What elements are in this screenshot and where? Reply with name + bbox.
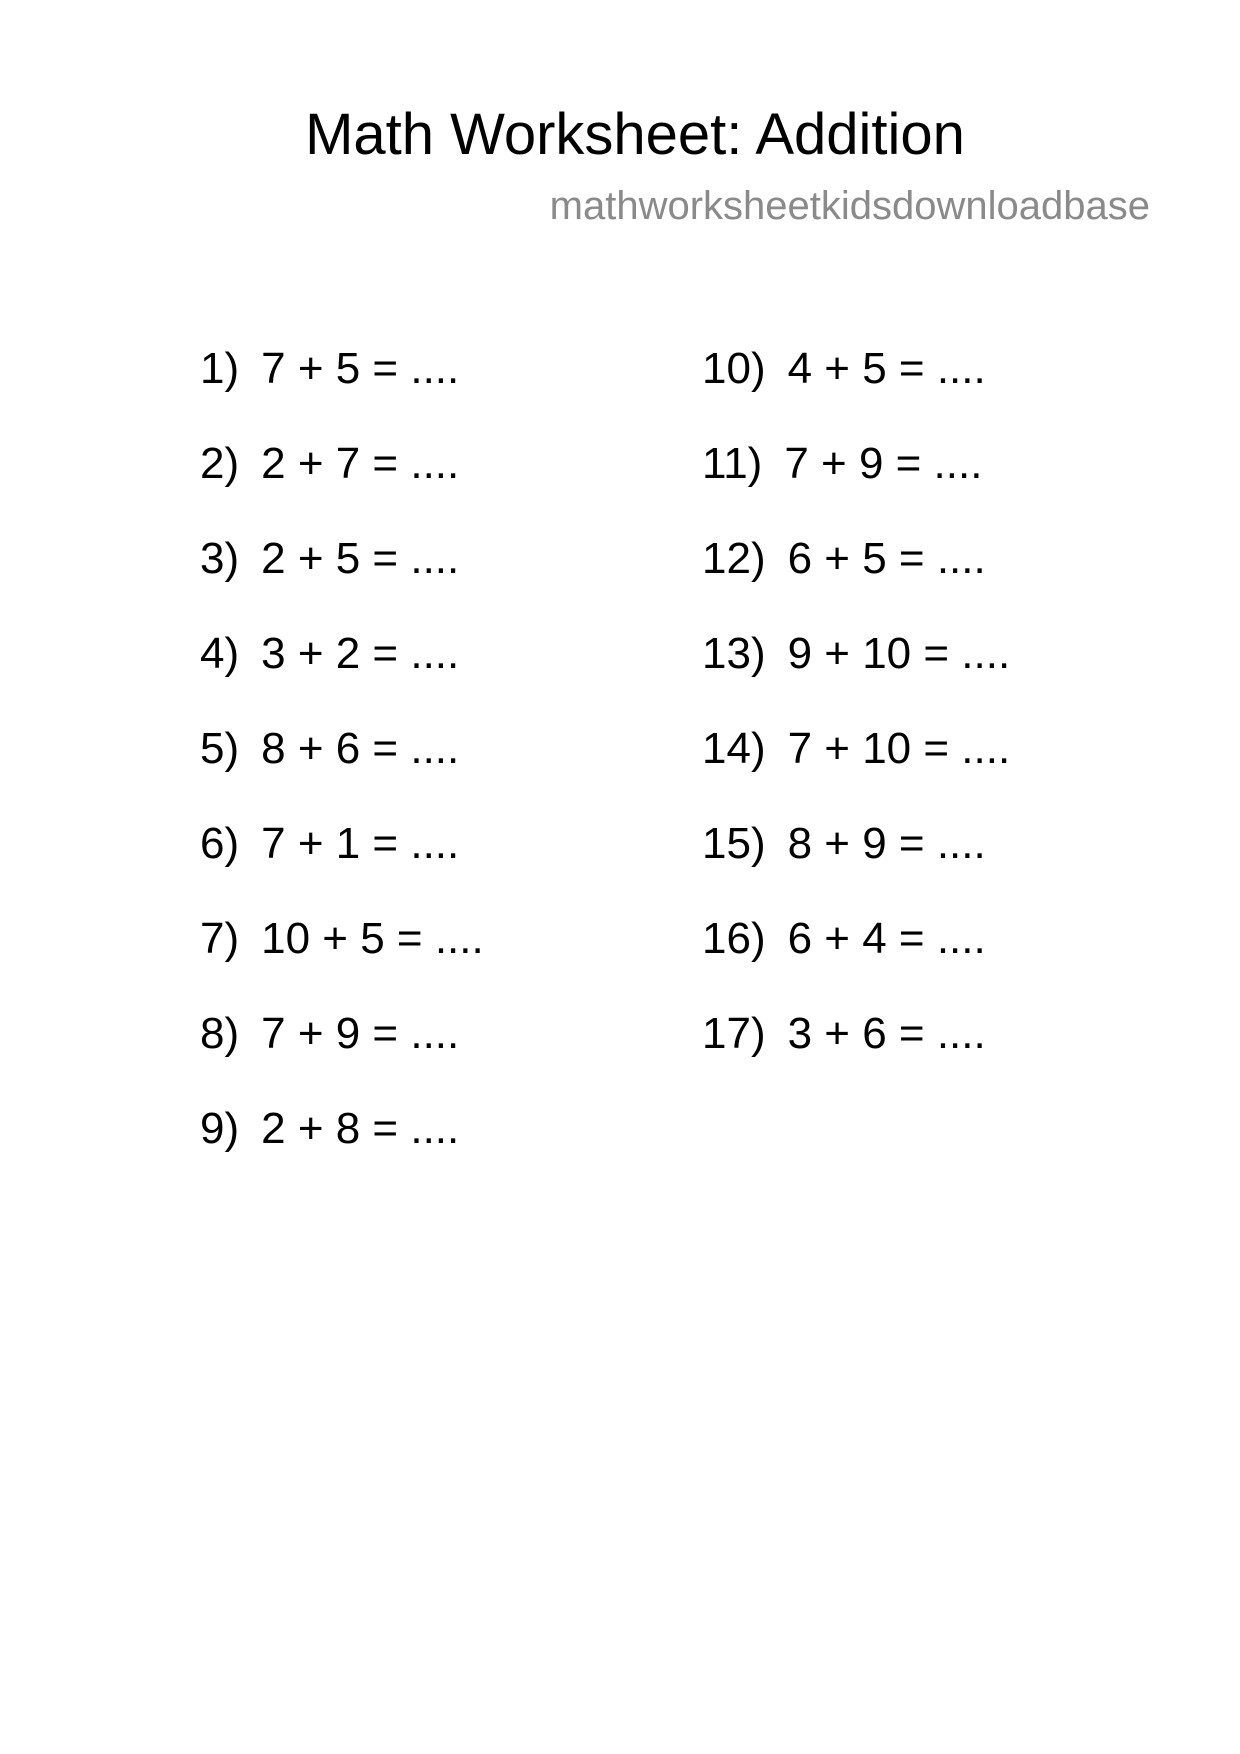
problem-equation: 4 + 5 = .... [787, 344, 986, 393]
problem-number: 1) [200, 344, 240, 393]
problem-item [702, 629, 1010, 724]
problem-equation: 7 + 9 = .... [261, 1009, 460, 1058]
problem-item [200, 914, 484, 1009]
problem-number: 15) [702, 819, 766, 868]
problem-item [200, 629, 484, 724]
problem-equation: 2 + 5 = .... [261, 534, 460, 583]
problem-equation: 7 + 9 = .... [784, 439, 983, 488]
problem-equation: 2 + 8 = .... [261, 1104, 460, 1153]
problem-number: 16) [702, 914, 766, 963]
problem-number: 10) [702, 344, 766, 393]
problem-number: 2) [200, 439, 240, 488]
problem-number: 12) [702, 534, 766, 583]
problem-equation: 6 + 5 = .... [787, 534, 986, 583]
problem-item [702, 1009, 1010, 1104]
problem-equation: 7 + 5 = .... [261, 344, 460, 393]
problem-equation: 8 + 9 = .... [787, 819, 986, 868]
problem-equation: 7 + 10 = .... [787, 724, 1011, 773]
problem-number: 6) [200, 819, 240, 868]
problem-equation: 9 + 10 = .... [787, 629, 1011, 678]
problem-number: 8) [200, 1009, 240, 1058]
problem-item [200, 1104, 484, 1199]
problem-number: 14) [702, 724, 766, 773]
page-subtitle: mathworksheetkidsdownloadbase [549, 184, 1150, 228]
problem-item [200, 344, 484, 439]
problem-number: 4) [200, 629, 240, 678]
problem-item [702, 534, 1010, 629]
problem-number: 13) [702, 629, 766, 678]
problem-number: 3) [200, 534, 240, 583]
problem-number: 5) [200, 724, 240, 773]
problem-equation: 3 + 2 = .... [261, 629, 460, 678]
problem-item [200, 1009, 484, 1104]
problem-equation: 8 + 6 = .... [261, 724, 460, 773]
page-title: Math Worksheet: Addition [305, 102, 965, 167]
problem-equation: 2 + 7 = .... [261, 439, 460, 488]
problem-item [200, 819, 484, 914]
problem-column-right [702, 344, 1010, 1104]
problem-item [702, 344, 1010, 439]
problem-item [200, 534, 484, 629]
problem-equation: 10 + 5 = .... [261, 914, 484, 963]
problem-equation: 6 + 4 = .... [787, 914, 986, 963]
problem-number: 11) [702, 439, 763, 488]
problem-equation: 7 + 1 = .... [261, 819, 460, 868]
problem-item [702, 914, 1010, 1009]
problem-number: 17) [702, 1009, 766, 1058]
problem-item [200, 724, 484, 819]
problem-number: 7) [200, 914, 240, 963]
problem-item [200, 439, 484, 534]
problem-item [702, 439, 1010, 534]
problem-item [702, 819, 1010, 914]
problem-item [702, 724, 1010, 819]
problem-number: 9) [200, 1104, 240, 1153]
problem-column-left [200, 344, 484, 1199]
problem-equation: 3 + 6 = .... [787, 1009, 986, 1058]
